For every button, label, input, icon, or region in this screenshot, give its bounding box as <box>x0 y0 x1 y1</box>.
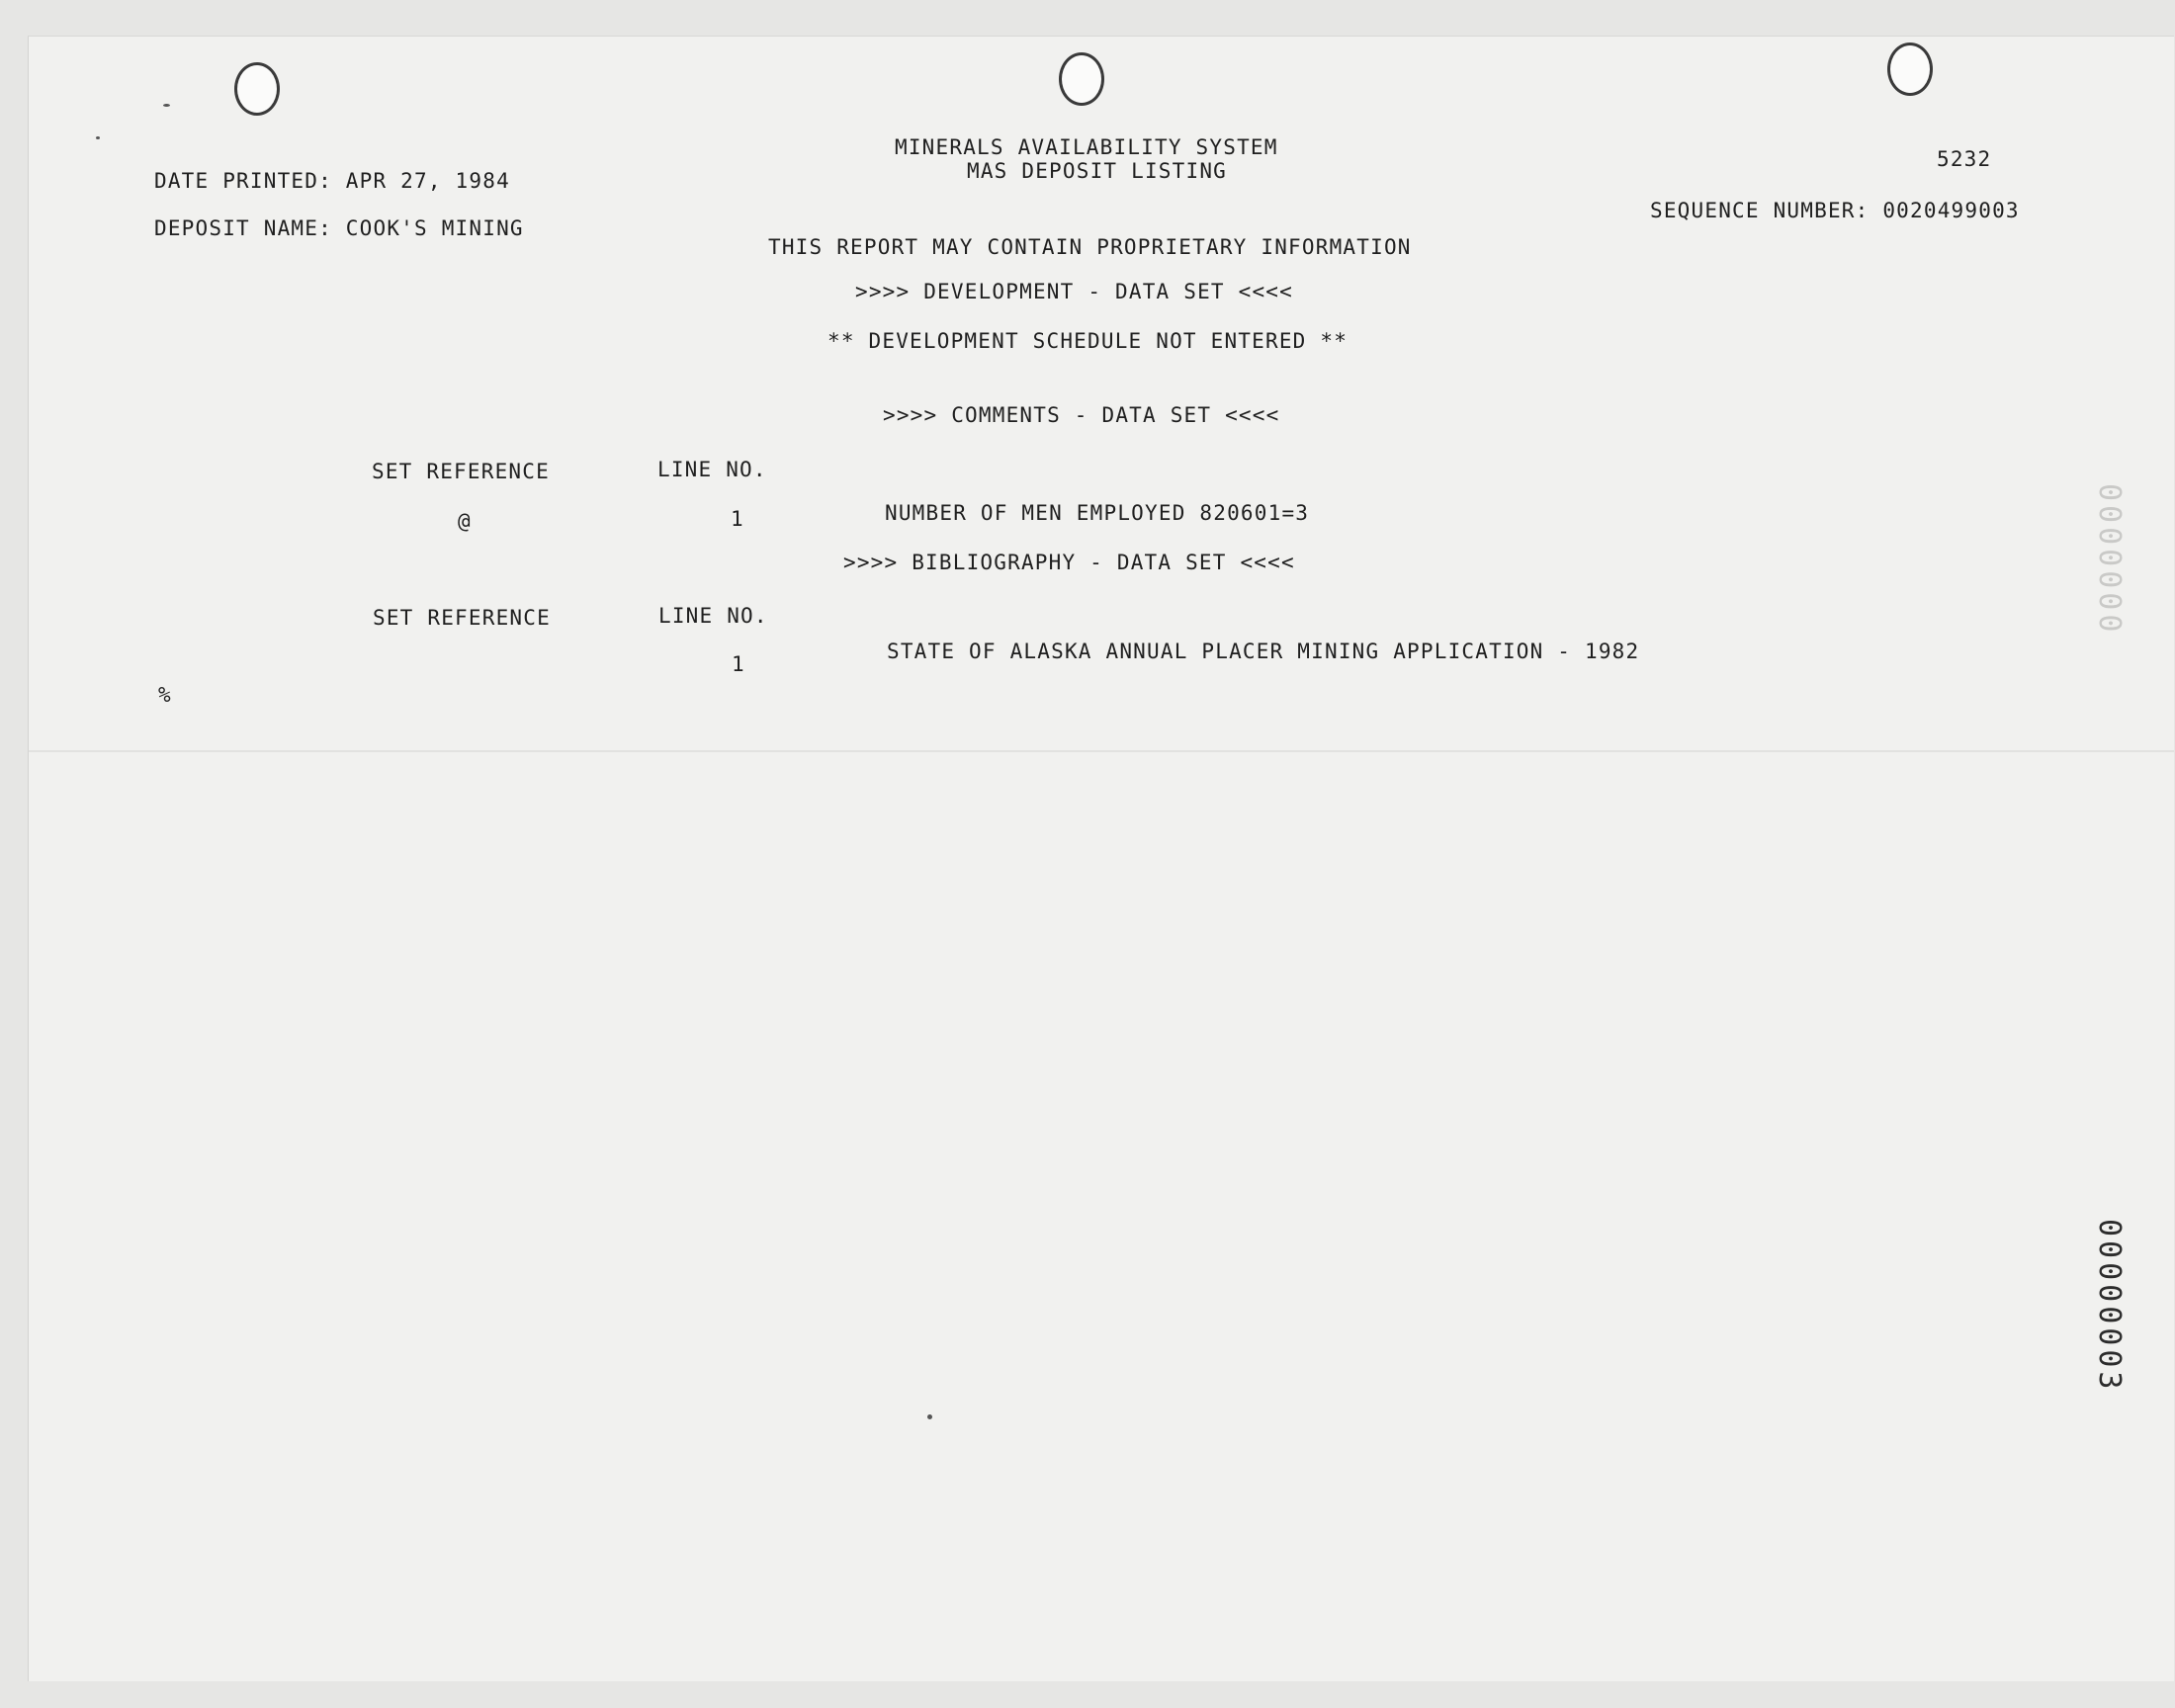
bibliography-heading: >>>> BIBLIOGRAPHY - DATA SET <<<< <box>843 551 1295 574</box>
bibliography-row-line-no: 1 <box>732 652 745 676</box>
system-title: MINERALS AVAILABILITY SYSTEM <box>895 135 1278 159</box>
comments-col-line-no: LINE NO. <box>657 458 767 481</box>
comments-row-set-reference: @ <box>458 509 472 533</box>
speck <box>163 104 170 107</box>
deposit-name: DEPOSIT NAME: COOK'S MINING <box>154 216 524 240</box>
document-page <box>28 36 2174 1681</box>
sequence-number: SEQUENCE NUMBER: 0020499003 <box>1650 199 2020 222</box>
comments-col-set-reference: SET REFERENCE <box>372 460 550 483</box>
binder-hole-left <box>234 62 280 116</box>
listing-title: MAS DEPOSIT LISTING <box>967 159 1228 183</box>
proprietary-notice: THIS REPORT MAY CONTAIN PROPRIETARY INFORMATION <box>768 235 1412 259</box>
fold-line <box>29 750 2174 752</box>
comments-heading: >>>> COMMENTS - DATA SET <<<< <box>883 403 1280 427</box>
speck <box>927 1414 932 1419</box>
bibliography-row-text: STATE OF ALASKA ANNUAL PLACER MINING APPLICATION - 1982 <box>887 640 1640 663</box>
comments-row-text: NUMBER OF MEN EMPLOYED 820601=3 <box>885 501 1310 525</box>
binder-hole-right <box>1887 43 1933 96</box>
end-marker: % <box>158 683 172 707</box>
page-number: 5232 <box>1937 147 1992 171</box>
speck <box>96 136 100 139</box>
binder-hole-center <box>1059 52 1104 106</box>
bibliography-col-set-reference: SET REFERENCE <box>373 606 551 630</box>
development-note: ** DEVELOPMENT SCHEDULE NOT ENTERED ** <box>827 329 1348 353</box>
comments-row-line-no: 1 <box>731 507 744 531</box>
date-printed: DATE PRINTED: APR 27, 1984 <box>154 169 510 193</box>
bibliography-col-line-no: LINE NO. <box>658 604 768 628</box>
faint-margin-stamp: 0000000 <box>2092 483 2127 637</box>
margin-stamp: 00000003 <box>2092 1219 2127 1394</box>
development-heading: >>>> DEVELOPMENT - DATA SET <<<< <box>855 280 1293 303</box>
